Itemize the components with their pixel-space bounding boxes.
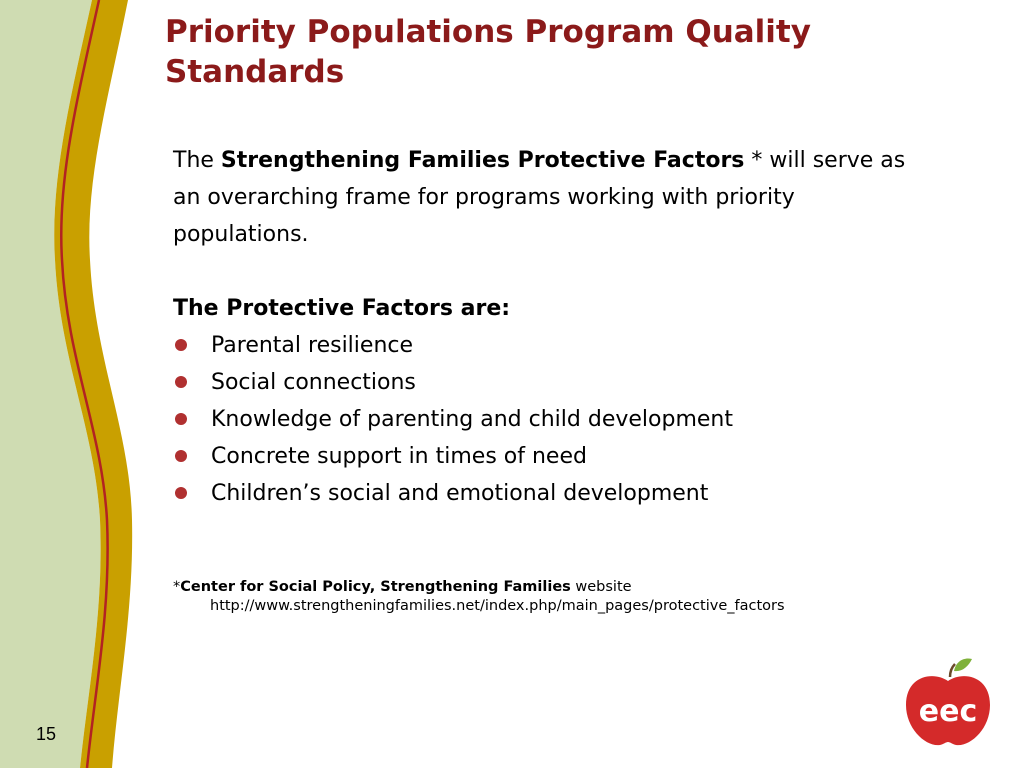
intro-suffix: * will serve as an overarching frame for programs working with priority populations.: [173, 148, 906, 247]
factor-text: Children’s social and emotional development: [211, 481, 709, 506]
list-item: [173, 364, 933, 401]
intro-prefix: The: [173, 148, 221, 173]
factor-text: Knowledge of parenting and child development: [211, 407, 733, 432]
footnote-url: http://www.strengtheningfamilies.net/index.php/main_pages/protective_factors: [210, 598, 785, 614]
factor-text: Parental resilience: [211, 333, 414, 358]
bullet-icon: [175, 376, 187, 388]
slide-title: Priority Populations Program Quality Standards: [165, 14, 811, 90]
footnote-asterisk: *: [173, 579, 181, 595]
footnote-source-suffix: website: [570, 579, 632, 595]
page-number: 15: [36, 724, 57, 744]
bullet-icon: [175, 339, 187, 351]
bullet-icon: [175, 413, 187, 425]
factors-heading: The Protective Factors are:: [173, 296, 511, 321]
list-item: [173, 475, 933, 512]
factor-text: Social connections: [211, 370, 416, 395]
logo-text: eec: [918, 694, 978, 729]
decorative-wave-border: [0, 0, 140, 768]
factor-text: Concrete support in times of need: [211, 444, 587, 469]
bullet-icon: [175, 450, 187, 462]
list-item: [173, 438, 933, 475]
list-item: [173, 327, 933, 364]
intro-paragraph: [173, 142, 933, 253]
list-item: [173, 401, 933, 438]
bullet-icon: [175, 487, 187, 499]
apple-leaf-icon: [954, 659, 972, 672]
slide-body: [173, 142, 933, 512]
footnote: [173, 578, 953, 616]
factors-list: [173, 327, 933, 512]
footnote-source-bold: Center for Social Policy, Strengthening Families: [180, 579, 571, 595]
intro-bold-term: Strengthening Families Protective Factors: [220, 148, 745, 173]
footnote-source: [173, 578, 953, 597]
eec-apple-logo: [898, 655, 998, 750]
